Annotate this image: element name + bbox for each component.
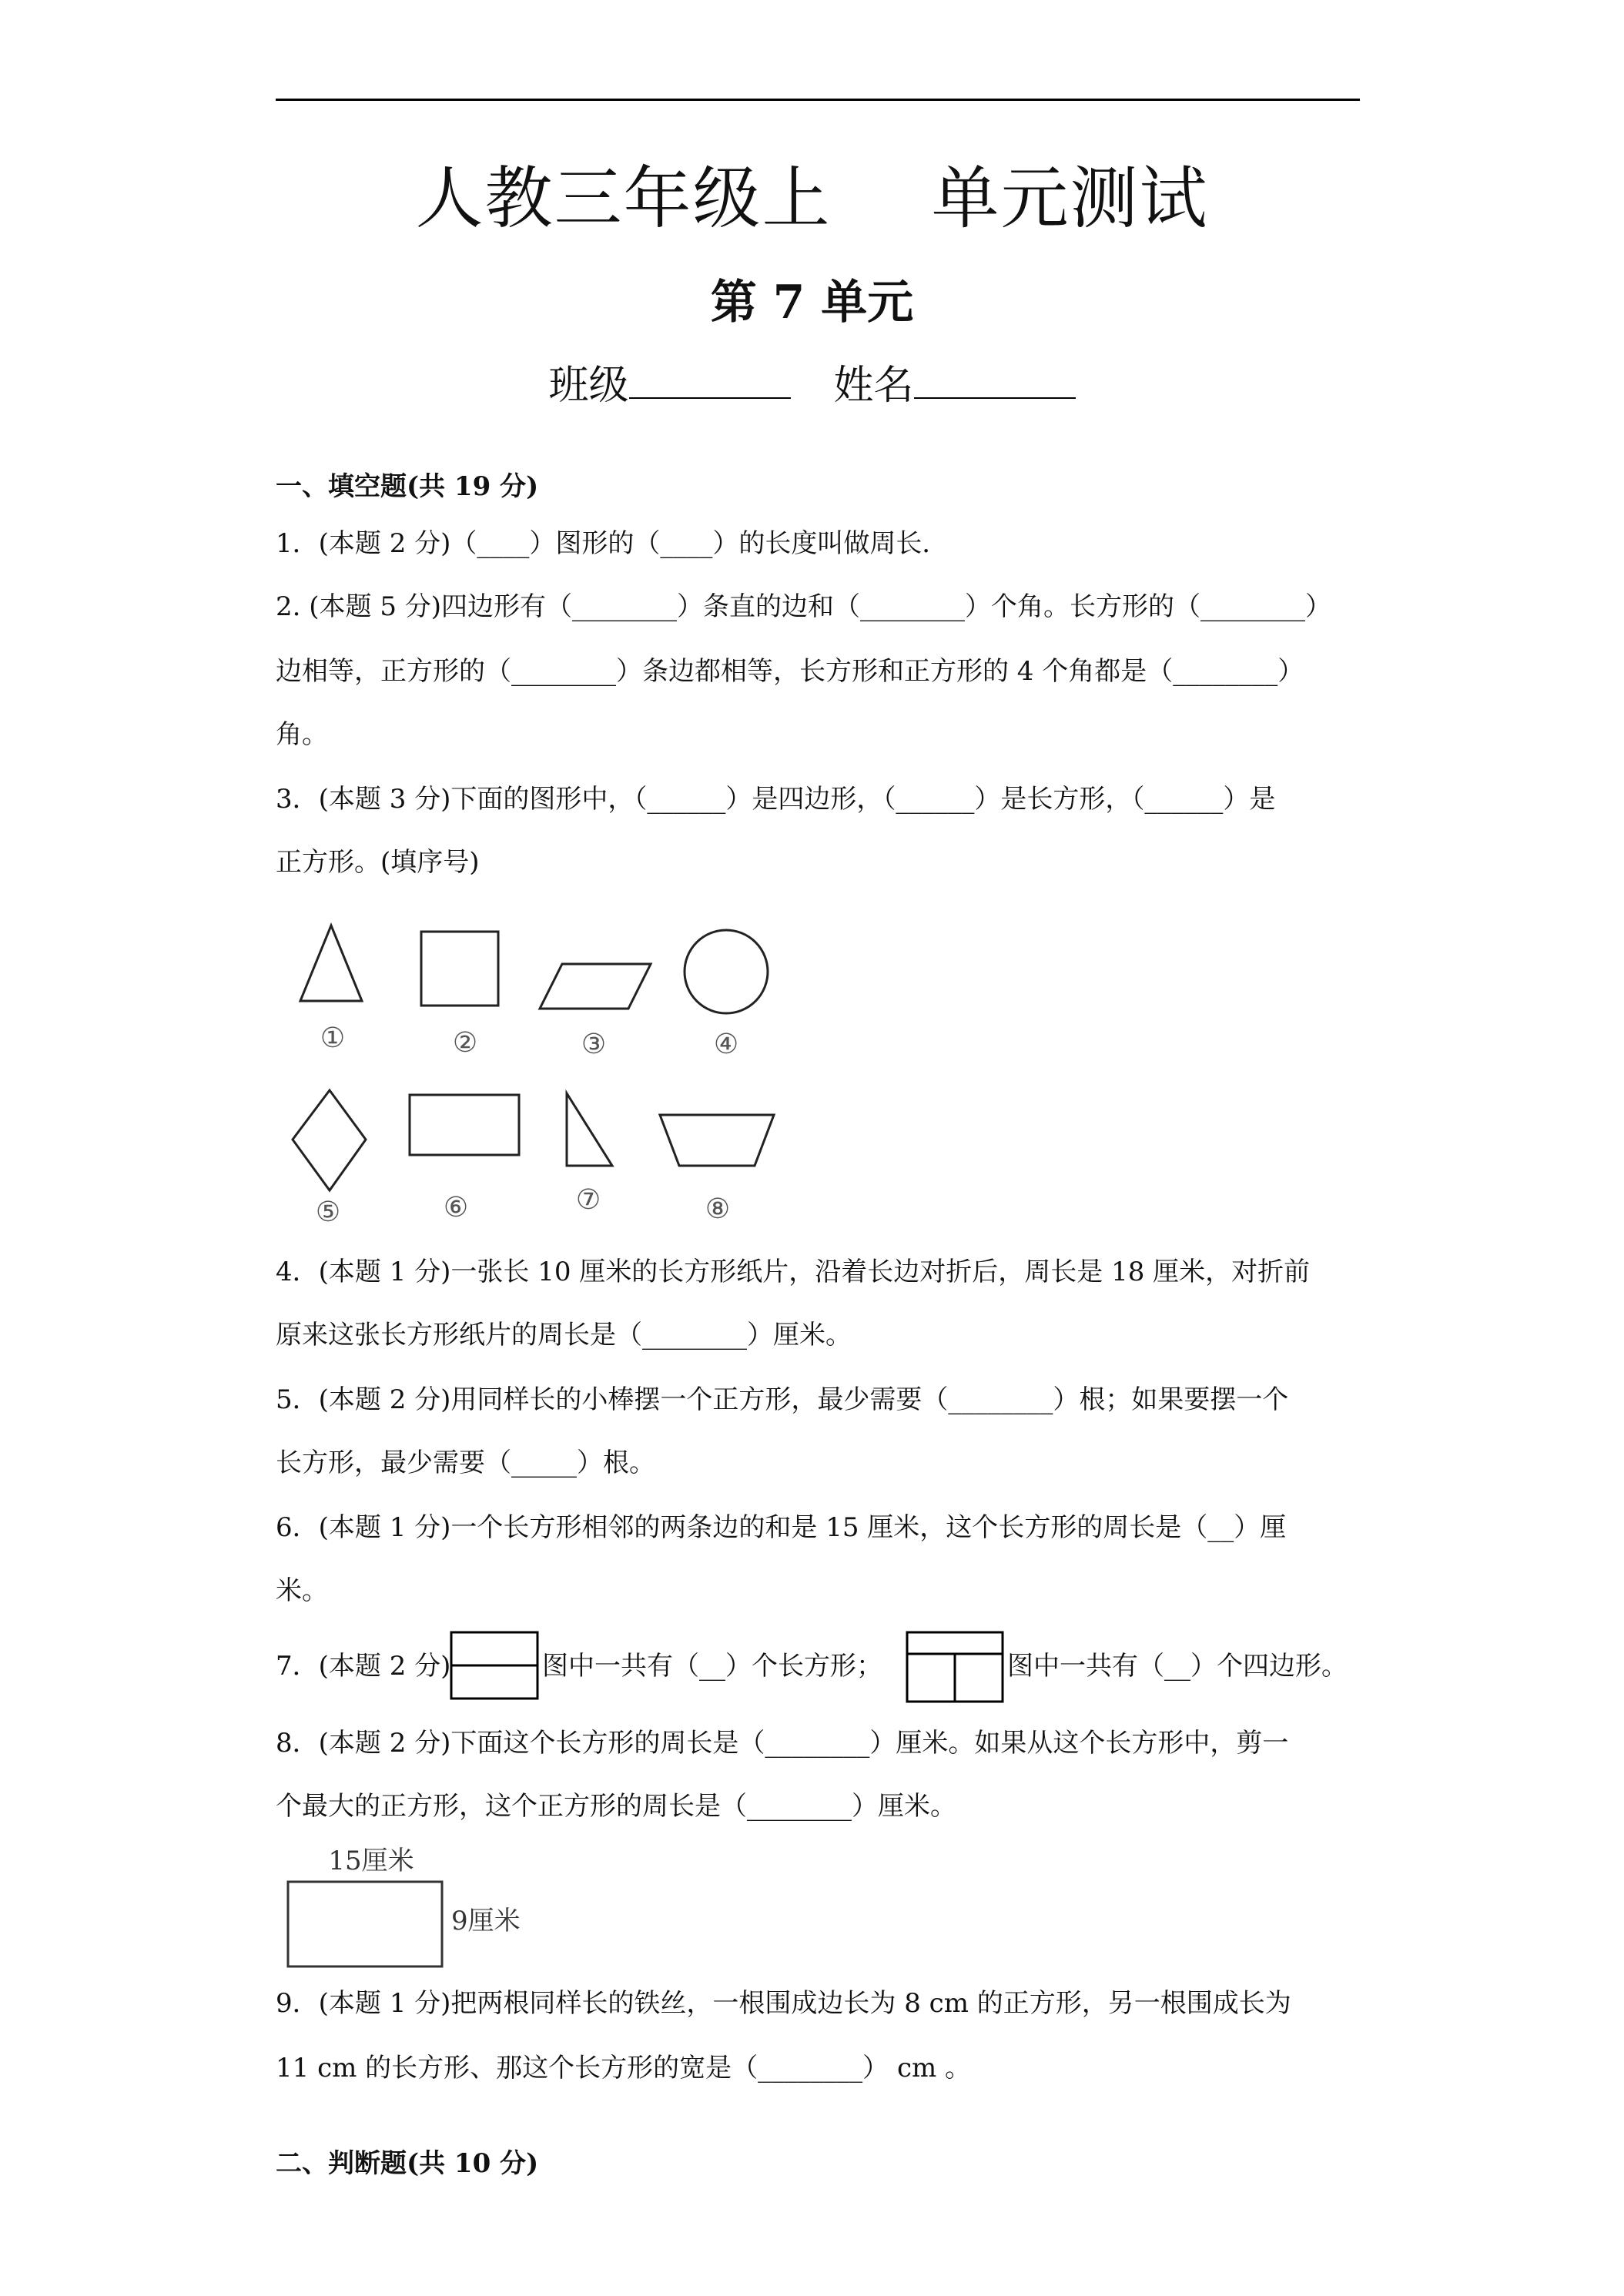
rectangle-shape bbox=[410, 1095, 519, 1155]
title-right: 单元测试 bbox=[931, 159, 1209, 238]
section-1-heading: 一、填空题(共 19 分) bbox=[276, 471, 539, 502]
question-7-prefix: 7．(本题 2 分) bbox=[276, 1651, 451, 1682]
shape-label-8: ⑧ bbox=[705, 1193, 731, 1224]
name-blank[interactable] bbox=[914, 359, 1076, 399]
section-2-heading: 二、判断题(共 10 分) bbox=[276, 2148, 539, 2179]
question-5-line-1: 5．(本题 2 分)用同样长的小棒摆一个正方形，最少需要（________）根；如果要摆一个 bbox=[276, 1384, 1289, 1415]
right-triangle-shape bbox=[567, 1093, 612, 1166]
rhombus-shape bbox=[293, 1090, 366, 1190]
q7-figure-1 bbox=[450, 1631, 541, 1702]
shape-label-3: ③ bbox=[581, 1029, 607, 1060]
shape-label-6: ⑥ bbox=[443, 1192, 469, 1223]
question-3-line-1: 3．(本题 3 分)下面的图形中，（______）是四边形，（______）是长方形，（______）是 bbox=[276, 784, 1276, 815]
shape-label-4: ④ bbox=[713, 1029, 739, 1060]
question-7-middle: 图中一共有（__）个长方形； bbox=[542, 1651, 882, 1682]
name-label: 姓名 bbox=[833, 363, 914, 409]
question-4-line-2: 原来这张长方形纸片的周长是（________）厘米。 bbox=[276, 1320, 852, 1350]
question-5-line-2: 长方形，最少需要（_____）根。 bbox=[276, 1448, 655, 1478]
q8-height-label: 9厘米 bbox=[451, 1906, 521, 1936]
question-8-line-2: 个最大的正方形，这个正方形的周长是（________）厘米。 bbox=[276, 1791, 956, 1822]
shape-label-1: ① bbox=[320, 1022, 346, 1054]
class-blank[interactable] bbox=[629, 359, 791, 399]
name-line bbox=[0, 353, 1624, 410]
triangle-shape bbox=[300, 925, 362, 1001]
top-rule bbox=[276, 99, 1360, 101]
question-3-line-2: 正方形。(填序号) bbox=[276, 847, 480, 878]
shapes-figure bbox=[277, 909, 785, 1224]
question-9-line-2: 11 cm 的长方形、那这个长方形的宽是（________） cm 。 bbox=[276, 2053, 972, 2083]
parallelogram-shape bbox=[540, 964, 651, 1009]
question-4-line-1: 4．(本题 1 分)一张长 10 厘米的长方形纸片，沿着长边对折后，周长是 18 厘米，对折前 bbox=[276, 1257, 1311, 1287]
question-6-line-2: 米。 bbox=[276, 1575, 328, 1606]
question-8-line-1: 8．(本题 2 分)下面这个长方形的周长是（________）厘米。如果从这个长方形中，剪一 bbox=[276, 1728, 1289, 1759]
question-2-line-3: 角。 bbox=[276, 719, 328, 750]
circle-shape bbox=[685, 930, 768, 1013]
question-7-suffix: 图中一共有（__）个四边形。 bbox=[1007, 1651, 1348, 1682]
trapezoid-shape bbox=[660, 1115, 774, 1166]
shape-label-7: ⑦ bbox=[575, 1184, 601, 1216]
question-9-line-1: 9．(本题 1 分)把两根同样长的铁丝，一根围成边长为 8 cm 的正方形，另一根围成长为 bbox=[276, 1988, 1291, 2019]
q8-rectangle-figure bbox=[277, 1843, 531, 1974]
class-label: 班级 bbox=[548, 363, 629, 409]
question-2-line-2: 边相等，正方形的（________）条边都相等，长方形和正方形的 4 个角都是（________） bbox=[276, 656, 1304, 687]
question-1: 1．(本题 2 分)（____）图形的（____）的长度叫做周长． bbox=[276, 528, 949, 559]
title-left: 人教三年级上 bbox=[415, 159, 832, 238]
unit-subtitle: 第 7 单元 bbox=[710, 276, 914, 330]
q8-width-label: 15厘米 bbox=[328, 1846, 414, 1876]
shape-label-2: ② bbox=[452, 1027, 478, 1059]
shape-label-5: ⑤ bbox=[315, 1197, 341, 1224]
question-2-line-1: 2. (本题 5 分)四边形有（________）条直的边和（________）个角。长方形的（________） bbox=[276, 591, 1332, 622]
q7-figure-2 bbox=[906, 1631, 1006, 1705]
page-title bbox=[0, 145, 1624, 242]
square-shape bbox=[421, 932, 498, 1006]
question-6-line-1: 6．(本题 1 分)一个长方形相邻的两条边的和是 15 厘米，这个长方形的周长是（__）厘 bbox=[276, 1512, 1287, 1543]
